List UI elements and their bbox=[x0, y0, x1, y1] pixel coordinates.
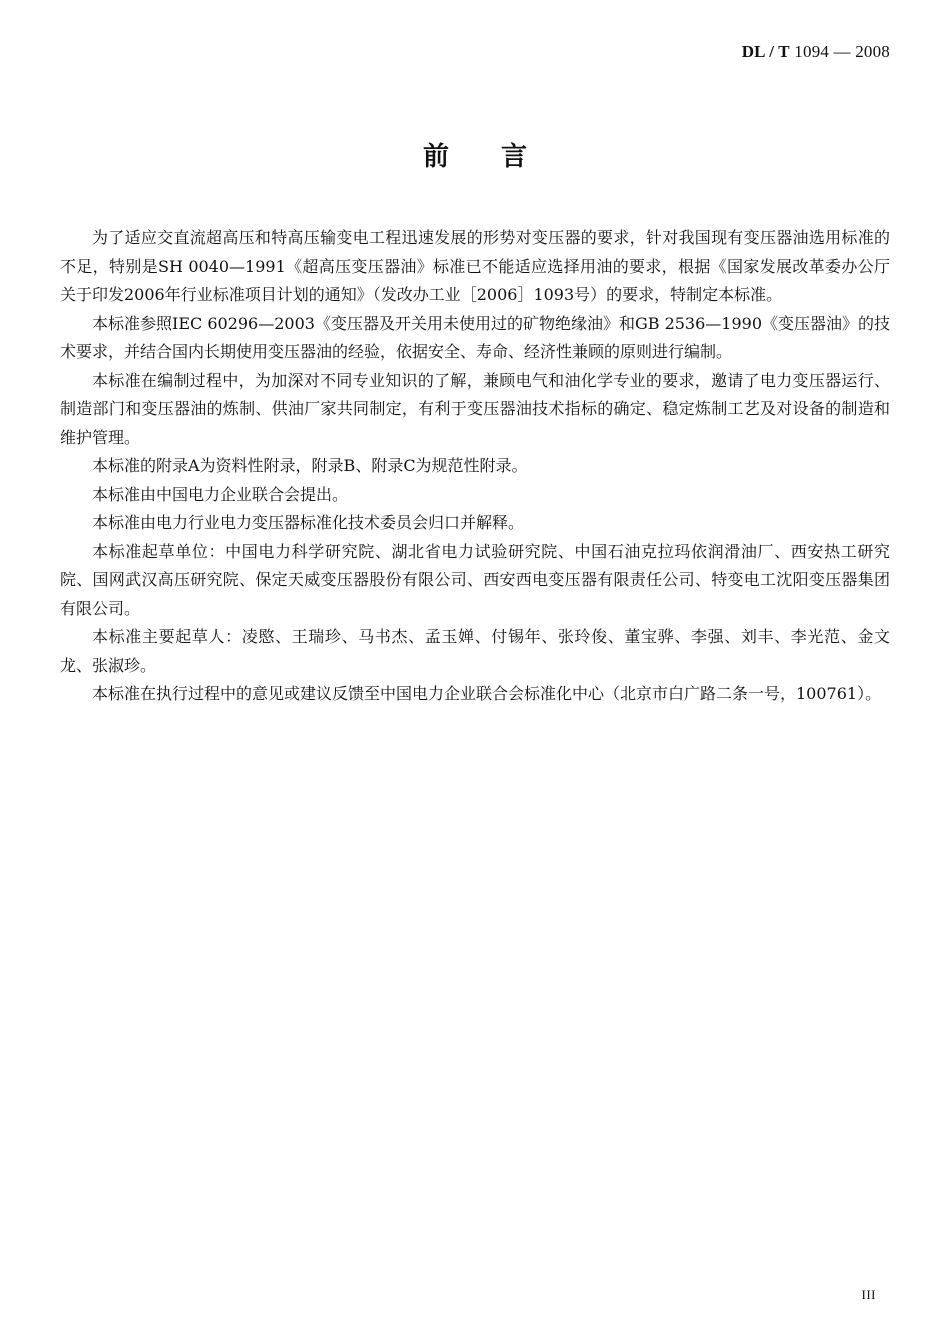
standard-number: 1094 — 2008 bbox=[794, 42, 890, 61]
paragraph-proposer: 本标准由中国电力企业联合会提出。 bbox=[92, 484, 349, 504]
paragraph-references: 本标准参照IEC 60296—2003《变压器及开关用未使用过的矿物绝缘油》和GB 2536—1990《变压器油》的技术要求，并结合国内长期使用变压器油的经验，依据安全、寿命、经济性兼顾的原则进行编制。 bbox=[60, 313, 891, 361]
paragraph-appendices: 本标准的附录A为资料性附录，附录B、附录C为规范性附录。 bbox=[92, 456, 528, 475]
page-header bbox=[742, 42, 890, 62]
paragraph-purpose: 为了适应交直流超高压和特高压输变电工程迅速发展的形势对变压器的要求，针对我国现有变压器油选用标准的不足，特别是SH 0040—1991《超高压变压器油》标准已不能适应选择用油的要求，根据《国家发展改革委办公厅关于印发2006年行业标准项目计划的通知》（发改办工业［2006］1093号）的要求，特制定本标准。 bbox=[60, 228, 890, 304]
paragraph-drafting-process: 本标准在编制过程中，为加深对不同专业知识的了解，兼顾电气和油化学专业的要求，邀请了电力变压器运行、制造部门和变压器油的炼制、供油厂家共同制定，有利于变压器油技术指标的确定、稳定炼制工艺及对设备的制造和维护管理。 bbox=[60, 370, 890, 447]
paragraph-feedback: 本标准在执行过程中的意见或建议反馈至中国电力企业联合会标准化中心（北京市白广路二条一号，100761）。 bbox=[92, 684, 882, 703]
foreword-body bbox=[60, 224, 890, 709]
standard-code: DL / T bbox=[741, 42, 790, 61]
paragraph-drafters: 本标准主要起草人：凌愍、王瑞珍、马书杰、孟玉婵、付锡年、张玲俊、董宝骅、李强、刘丰、李光范、金文龙、张淑珍。 bbox=[60, 627, 890, 675]
page-title: 前言 bbox=[422, 142, 579, 172]
page-number: III bbox=[861, 1287, 876, 1302]
paragraph-responsible-committee: 本标准由电力行业电力变压器标准化技术委员会归口并解释。 bbox=[92, 513, 525, 532]
paragraph-drafting-units: 本标准起草单位：中国电力科学研究院、湖北省电力试验研究院、中国石油克拉玛依润滑油厂、西安热工研究院、国网武汉高压研究院、保定天威变压器股份有限公司、西安西电变压器有限责任公司、特变电工沈阳变压器集团有限公司。 bbox=[60, 541, 890, 618]
